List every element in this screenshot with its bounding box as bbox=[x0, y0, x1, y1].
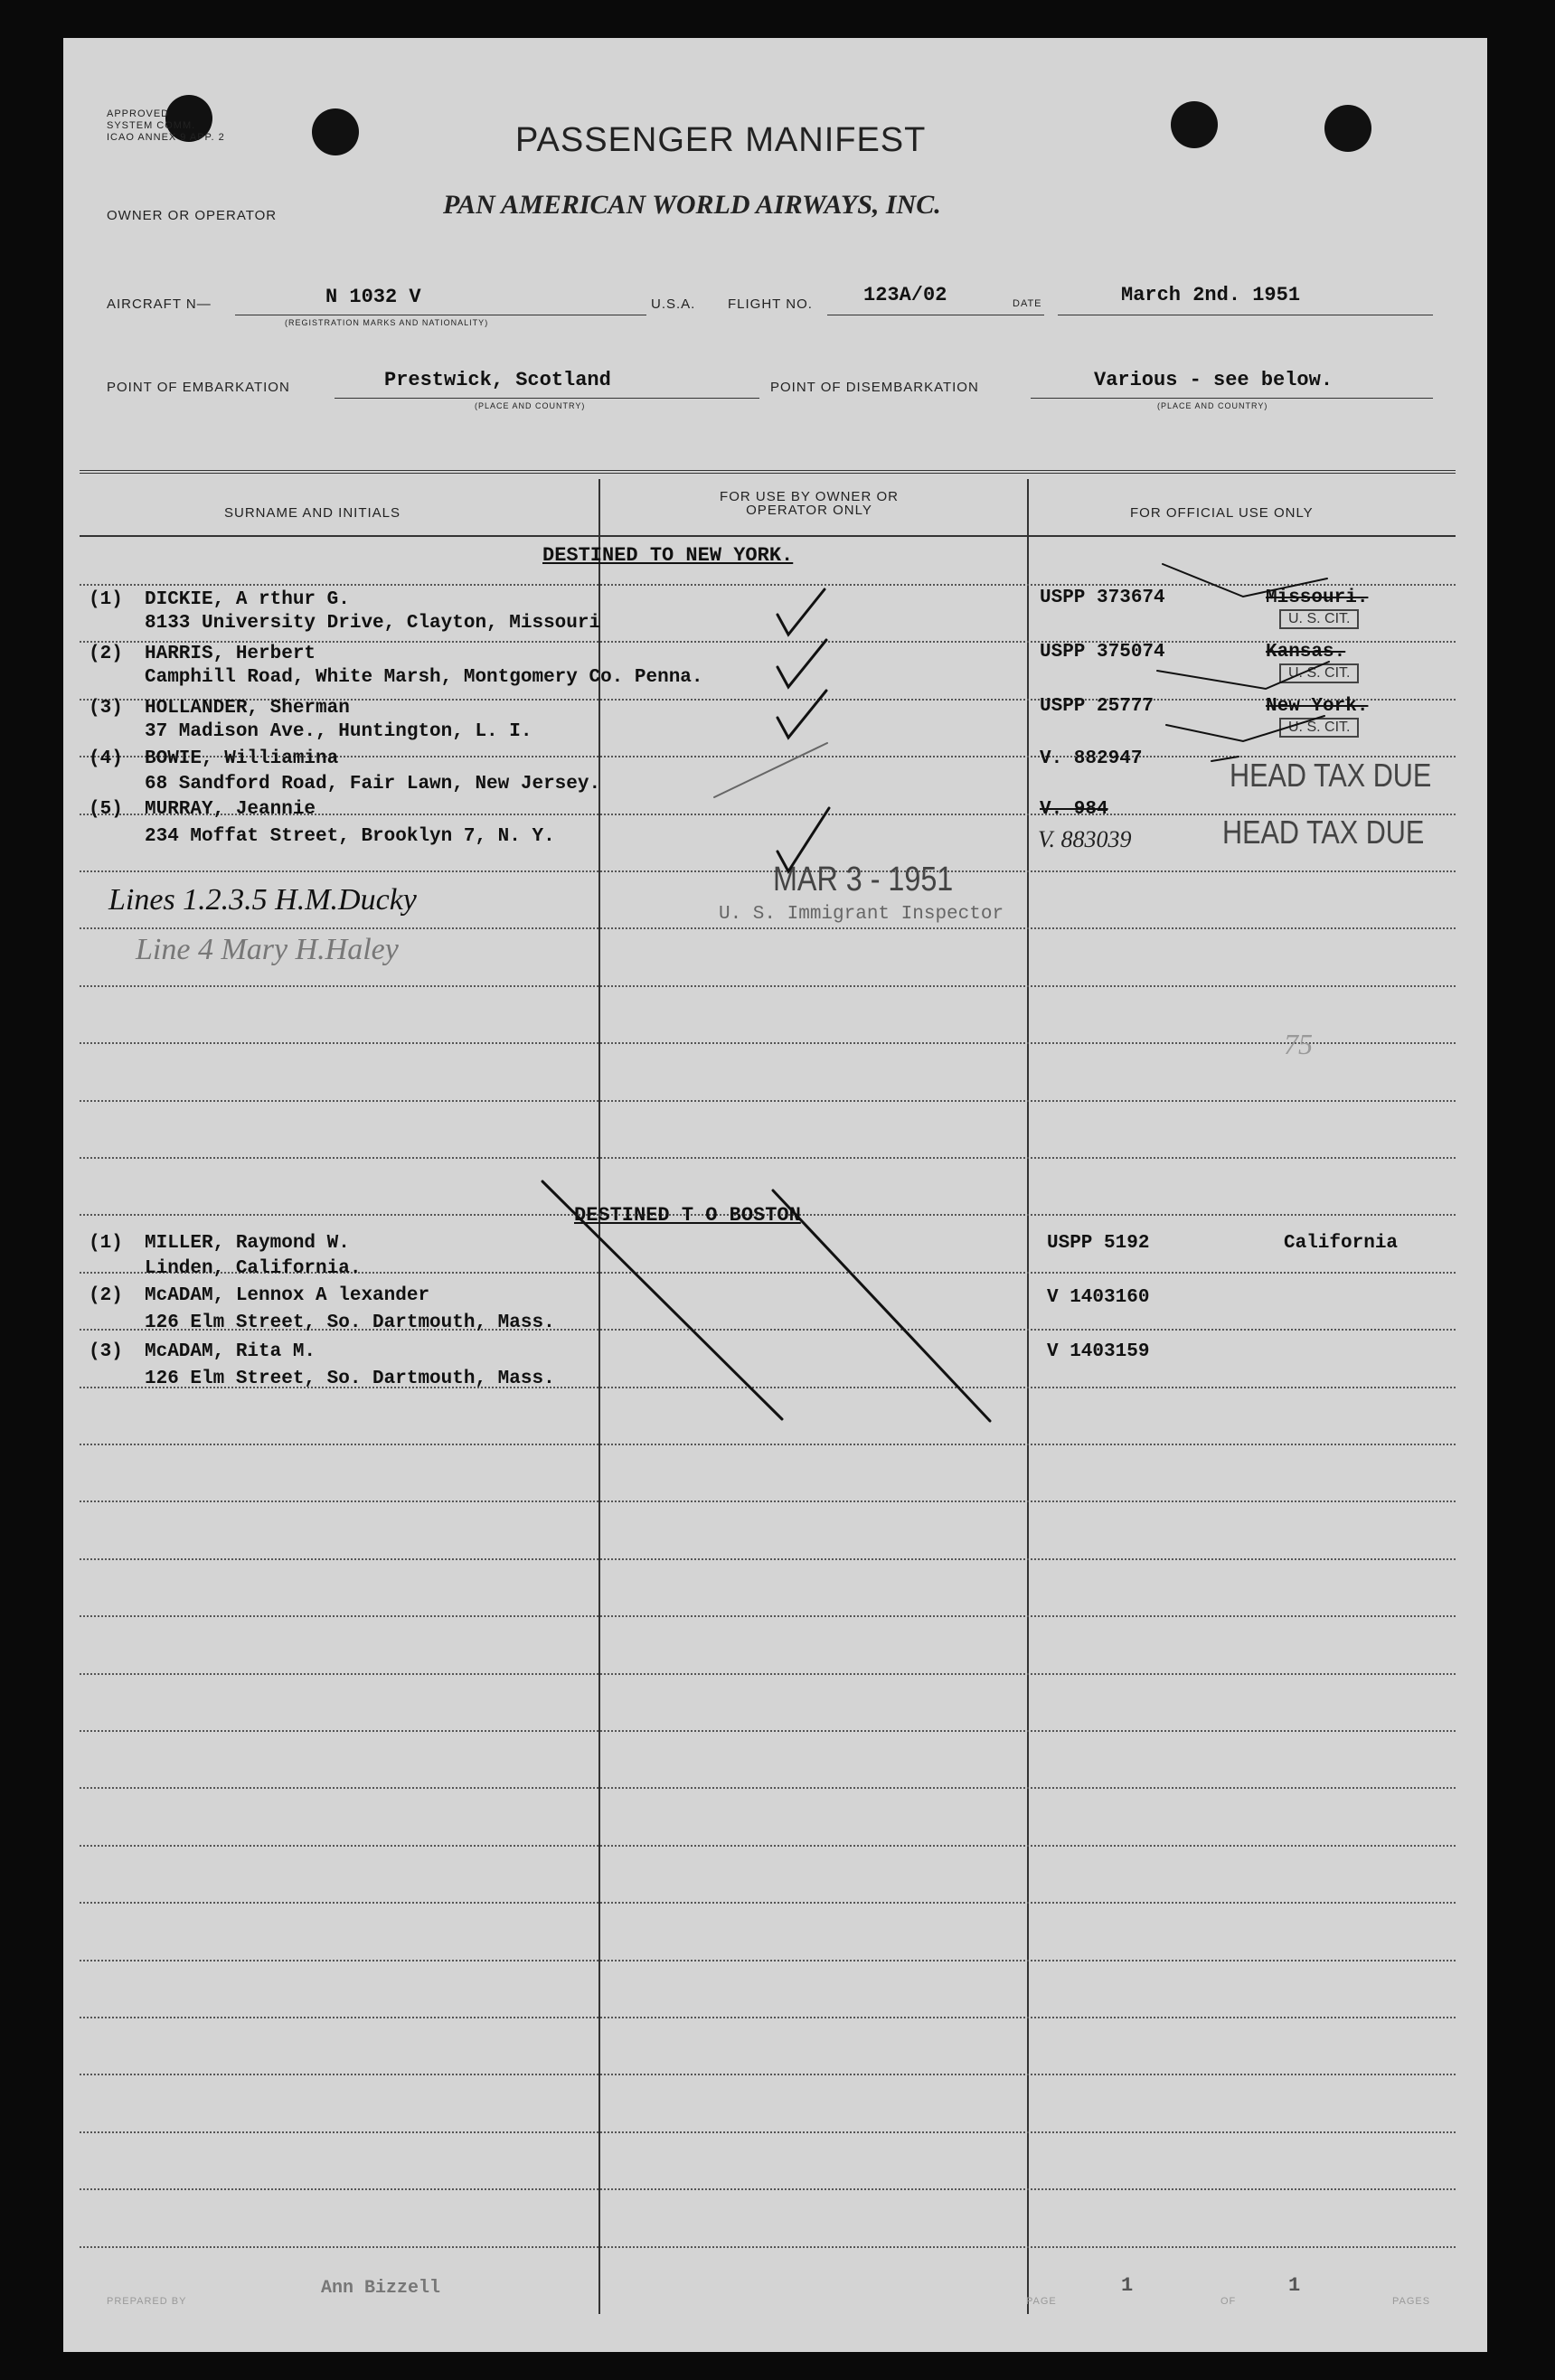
section-heading-boston: DESTINED T O BOSTON bbox=[574, 1204, 801, 1227]
margin-number: 75 bbox=[1284, 1028, 1313, 1060]
place-note: (PLACE AND COUNTRY) bbox=[1157, 401, 1268, 410]
column-header-owner-use: FOR USE BY OWNER OR OPERATOR ONLY bbox=[720, 489, 899, 518]
passenger-name: HARRIS, Herbert bbox=[145, 644, 316, 664]
passenger-number: (4) bbox=[89, 748, 123, 769]
passenger-number: (2) bbox=[89, 1285, 123, 1306]
approval-line: SYSTEM COMM. bbox=[107, 120, 196, 131]
flight-no-value: 123A/02 bbox=[863, 284, 947, 306]
flight-no-label: FLIGHT NO. bbox=[728, 296, 813, 312]
prepared-label: PREPARED BY bbox=[107, 2296, 187, 2307]
citizen-stamp: U. S. CIT. bbox=[1279, 609, 1359, 629]
passenger-number: (1) bbox=[89, 1233, 123, 1254]
signature-1: Lines 1.2.3.5 H.M.Ducky bbox=[108, 883, 417, 917]
passport-number: USPP 5192 bbox=[1047, 1233, 1150, 1254]
citizen-stamp: U. S. CIT. bbox=[1279, 663, 1359, 683]
column-header-surname: SURNAME AND INITIALS bbox=[224, 505, 401, 521]
prepared-value: Ann Bizzell bbox=[321, 2278, 441, 2299]
passenger-number: (1) bbox=[89, 589, 123, 610]
embark-value: Prestwick, Scotland bbox=[384, 369, 611, 391]
nationality: U.S.A. bbox=[651, 296, 696, 312]
pen-stroke bbox=[1211, 757, 1239, 761]
date-label: DATE bbox=[1013, 298, 1042, 309]
disembark-value: Various - see below. bbox=[1094, 369, 1334, 391]
passport-number: V. 883039 bbox=[1038, 826, 1132, 852]
passenger-name: MURRAY, Jeannie bbox=[145, 799, 316, 820]
registration-note: (REGISTRATION MARKS AND NATIONALITY) bbox=[285, 318, 489, 327]
head-tax-stamp: HEAD TAX DUE bbox=[1222, 814, 1425, 851]
page-value: 1 bbox=[1121, 2274, 1134, 2297]
column-header-official-use: FOR OFFICIAL USE ONLY bbox=[1130, 505, 1314, 521]
passenger-address: Camphill Road, White Marsh, Montgomery Co. Penna. bbox=[145, 667, 703, 688]
passenger-address: 234 Moffat Street, Brooklyn 7, N. Y. bbox=[145, 826, 555, 847]
passport-number: USPP 375074 bbox=[1040, 642, 1165, 663]
of-value: 1 bbox=[1288, 2274, 1301, 2297]
inspection-date-stamp: MAR 3 - 1951 bbox=[773, 861, 954, 898]
passport-number: V. 882947 bbox=[1040, 748, 1143, 769]
passenger-name: HOLLANDER, Sherman bbox=[145, 698, 350, 719]
inspector-label: U. S. Immigrant Inspector bbox=[719, 904, 1004, 925]
state-note: Missouri. bbox=[1266, 588, 1369, 608]
passport-number: V 1403159 bbox=[1047, 1341, 1150, 1362]
embark-label: POINT OF EMBARKATION bbox=[107, 380, 290, 395]
passenger-address: 68 Sandford Road, Fair Lawn, New Jersey. bbox=[145, 774, 601, 795]
state-note: New York. bbox=[1266, 696, 1369, 717]
passport-number: USPP 25777 bbox=[1040, 696, 1154, 717]
state-note: California bbox=[1284, 1233, 1399, 1254]
passenger-address: 37 Madison Ave., Huntington, L. I. bbox=[145, 721, 532, 742]
pen-stroke bbox=[1163, 564, 1327, 597]
passenger-address: 8133 University Drive, Clayton, Missouri bbox=[145, 613, 601, 634]
passenger-address: 126 Elm Street, So. Dartmouth, Mass. bbox=[145, 1312, 555, 1333]
disembark-label: POINT OF DISEMBARKATION bbox=[770, 380, 979, 395]
pen-stroke bbox=[714, 743, 827, 797]
operator-name: PAN AMERICAN WORLD AIRWAYS, INC. bbox=[443, 190, 941, 220]
passenger-name: McADAM, Rita M. bbox=[145, 1341, 316, 1362]
state-note: Kansas. bbox=[1266, 642, 1346, 663]
pages-label: PAGES bbox=[1392, 2296, 1431, 2307]
aircraft-label: AIRCRAFT N— bbox=[107, 296, 212, 312]
passenger-address: Linden, California. bbox=[145, 1258, 362, 1279]
passport-number: V 1403160 bbox=[1047, 1287, 1150, 1308]
passenger-address: 126 Elm Street, So. Dartmouth, Mass. bbox=[145, 1369, 555, 1389]
page-title: PASSENGER MANIFEST bbox=[515, 121, 927, 159]
place-note: (PLACE AND COUNTRY) bbox=[475, 401, 586, 410]
pen-stroke bbox=[1157, 662, 1329, 689]
pen-stroke bbox=[1166, 716, 1324, 741]
passport-number: USPP 373674 bbox=[1040, 588, 1165, 608]
passenger-name: DICKIE, A rthur G. bbox=[145, 589, 350, 610]
head-tax-stamp: HEAD TAX DUE bbox=[1230, 757, 1432, 794]
passenger-name: McADAM, Lennox A lexander bbox=[145, 1285, 430, 1306]
passenger-name: BOWIE, Williamina bbox=[145, 748, 339, 769]
date-value: March 2nd. 1951 bbox=[1121, 284, 1301, 306]
check-mark-icon bbox=[778, 640, 826, 687]
diagonal-strike bbox=[773, 1190, 990, 1421]
diagonal-strike bbox=[542, 1181, 782, 1419]
passport-number-struck: V. 984 bbox=[1040, 799, 1108, 820]
pen-marks bbox=[63, 38, 1487, 2352]
check-mark-icon bbox=[778, 589, 825, 635]
passenger-name: MILLER, Raymond W. bbox=[145, 1233, 350, 1254]
citizen-stamp: U. S. CIT. bbox=[1279, 718, 1359, 738]
section-heading-new-york: DESTINED TO NEW YORK. bbox=[542, 544, 794, 567]
passenger-number: (3) bbox=[89, 698, 123, 719]
passenger-number: (5) bbox=[89, 799, 123, 820]
passenger-number: (2) bbox=[89, 644, 123, 664]
approval-line: ICAO ANNEX 9 APP. 2 bbox=[107, 132, 225, 143]
owner-label: OWNER OR OPERATOR bbox=[107, 208, 278, 223]
check-mark-icon bbox=[778, 691, 826, 738]
page-label: PAGE bbox=[1026, 2296, 1057, 2307]
check-mark-icon bbox=[778, 808, 829, 871]
passenger-number: (3) bbox=[89, 1341, 123, 1362]
manifest-sheet bbox=[63, 38, 1487, 2352]
signature-2: Line 4 Mary H.Haley bbox=[136, 933, 399, 966]
approval-line: APPROVED bbox=[107, 108, 170, 119]
of-label: OF bbox=[1220, 2296, 1237, 2307]
aircraft-value: N 1032 V bbox=[325, 286, 421, 308]
